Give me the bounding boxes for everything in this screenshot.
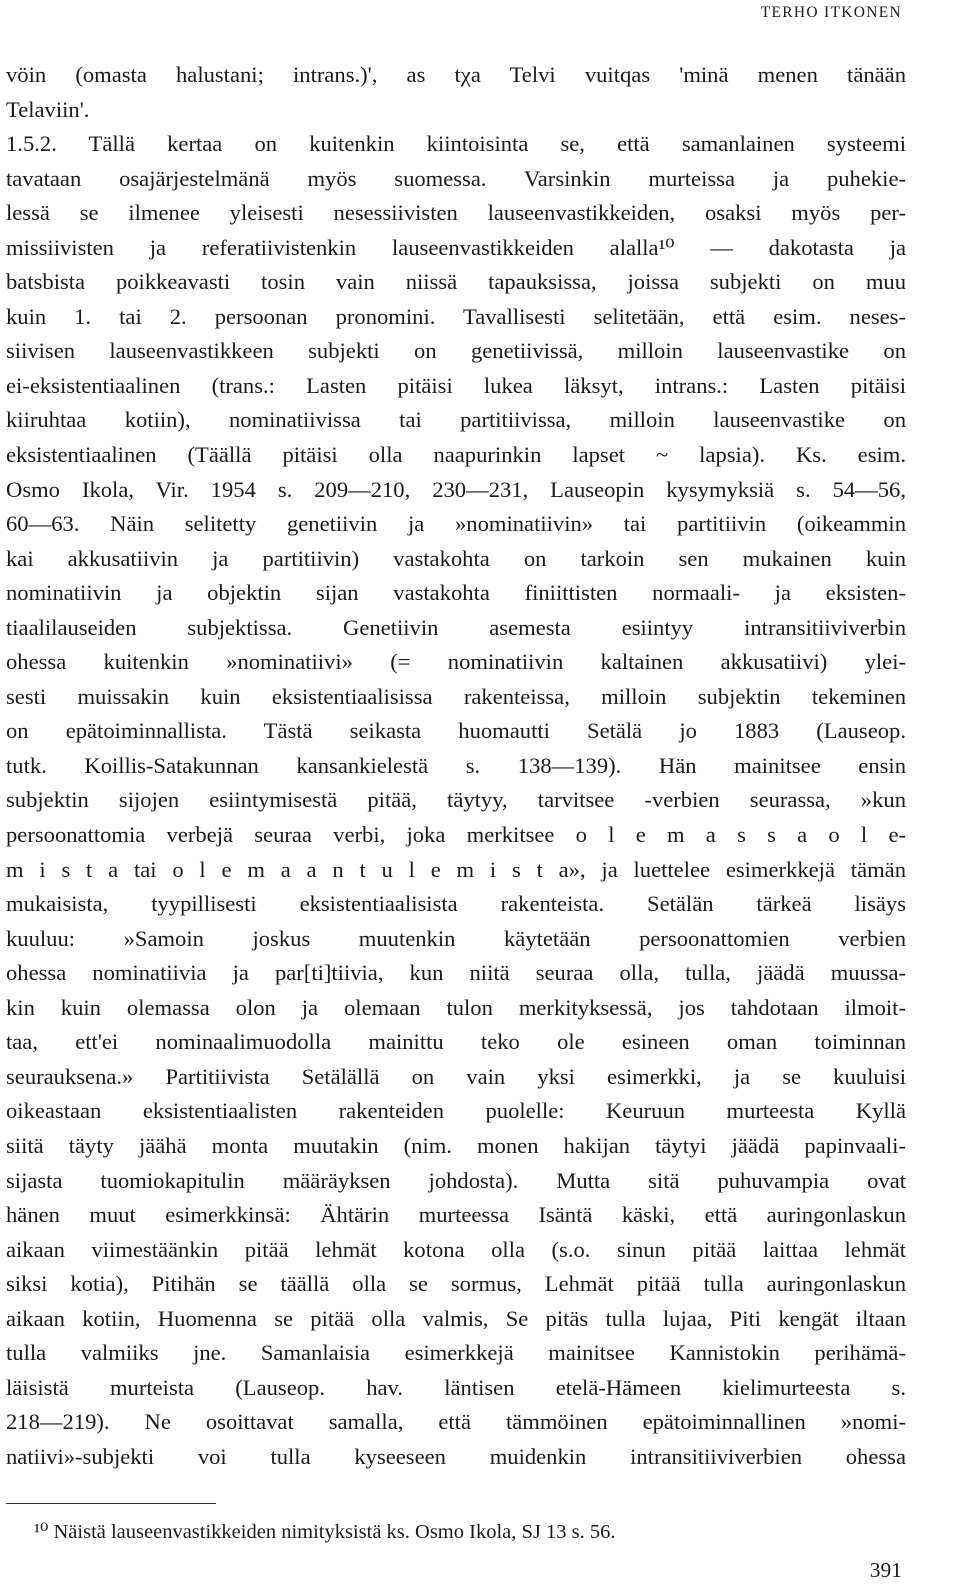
text-line: oikeastaan eksistentiaalisten rakenteiden puolelle: Keuruun murteesta Kyllä <box>6 1098 906 1124</box>
text-line: siksi kotia), Pitihän se täällä olla se sormus, Lehmät pitää tulla auringonlaskun <box>6 1271 906 1297</box>
text-line: mukaisista, tyypillisesti eksistentiaalisista rakenteista. Setälän tärkeä lisäys <box>6 891 906 917</box>
text-line: sesti muissakin kuin eksistentiaalisissa rakenteissa, milloin subjektin tekeminen <box>6 683 906 709</box>
text-line: 60—63. Näin selitetty genetiivin ja »nominatiivin» tai partitiivin (oikeammin <box>6 511 906 537</box>
text-line: aikaan kotiin, Huomenna se pitää olla valmis, Se pitäs tulla lujaa, Piti kengät iltaan <box>6 1305 906 1331</box>
text-line: taa, ett'ei nominaalimuodolla mainittu teko ole esineen oman toiminnan <box>6 1029 906 1055</box>
text-line: ohessa kuitenkin »nominatiivi» (= nominatiivin kaltainen akkusatiivi) ylei- <box>6 649 906 675</box>
text-line: vöin (omasta halustani; intrans.)', as tχa Telvi vuitqas 'minä menen tänään <box>6 62 906 87</box>
text-line: Osmo Ikola, Vir. 1954 s. 209—210, 230—231, Lauseopin kysymyksiä s. 54—56, <box>6 476 906 502</box>
text-line: sijasta tuomiokapitulin määräyksen johdosta). Mutta sitä puhuvampia ovat <box>6 1167 906 1193</box>
text-line: 218—219). Ne osoittavat samalla, että tämmöinen epätoiminnallinen »nomi- <box>6 1409 906 1435</box>
text-line: kuin 1. tai 2. persoonan pronomini. Tavallisesti selitetään, että esim. neses- <box>6 303 906 329</box>
text-line: siitä täyty jäähä monta muutakin (nim. monen hakijan täytyi jäädä papinvaali- <box>6 1132 906 1158</box>
text-line: ohessa nominatiivia ja par[ti]tiivia, kun niitä seuraa olla, tulla, jäädä muussa- <box>6 960 906 986</box>
footnote: ¹⁰ Näistä lauseenvastikkeiden nimityksistä ks. Osmo Ikola, SJ 13 s. 56. <box>34 1521 616 1543</box>
text-line: lessä se ilmenee yleisesti nesessiivisten lauseenvastikkeiden, osaksi myös per- <box>6 200 906 226</box>
text-line: hänen muut esimerkkinsä: Ähtärin murteessa Isäntä käski, että auringonlaskun <box>6 1202 906 1228</box>
text-line: nominatiivin ja objektin sijan vastakohta finiittisten normaali- ja eksisten- <box>6 580 906 606</box>
page-number: 391 <box>869 1558 902 1582</box>
text-line: aikaan viimestäänkin pitää lehmät kotona olla (s.o. sinun pitää laittaa lehmät <box>6 1236 906 1262</box>
text-line: seurauksena.» Partitiivista Setälällä on vain yksi esimerkki, ja se kuuluisi <box>6 1063 906 1089</box>
text-line: kuuluu: »Samoin joskus muutenkin käytetään persoonattomien verbien <box>6 925 906 951</box>
text-line: batsbista poikkeavasti tosin vain niissä tapauksissa, joissa subjekti on muu <box>6 269 906 295</box>
text-line: läisistä murteista (Lauseop. hav. läntisen etelä-Hämeen kielimurteesta s. <box>6 1374 906 1400</box>
text-line: tiaalilauseiden subjektissa. Genetiivin asemesta esiintyy intransitiiviverbin <box>6 614 906 640</box>
text-line: tavataan osajärjestelmänä myös suomessa. Varsinkin murteissa ja puhekie- <box>6 165 906 191</box>
text-line: subjektin sijojen esiintymisestä pitää, täytyy, tarvitsee -verbien seurassa, »kun <box>6 787 906 813</box>
text-line: kiiruhtaa kotiin), nominatiivissa tai partitiivissa, milloin lauseenvastike on <box>6 407 906 433</box>
body-text <box>6 58 906 1474</box>
text-line: 1.5.2. Tällä kertaa on kuitenkin kiintoisinta se, että samanlainen systeemi <box>6 131 906 157</box>
footnote-divider <box>6 1503 216 1504</box>
text-line: on epätoiminnallista. Tästä seikasta huomautti Setälä jo 1883 (Lauseop. <box>6 718 906 744</box>
text-line: m i s t a tai o l e m a a n t u l e m i s t a», ja luettelee esimerkkejä tämän <box>6 856 906 882</box>
text-line: tulla valmiiks jne. Samanlaisia esimerkkejä mainitsee Kannistokin perihämä- <box>6 1340 906 1366</box>
text-line: persoonattomia verbejä seuraa verbi, joka merkitsee o l e m a s s a o l e- <box>6 822 906 848</box>
text-line: kin kuin olemassa olon ja olemaan tulon merkityksessä, jos tahdotaan ilmoit- <box>6 994 906 1020</box>
text-line: kai akkusatiivin ja partitiivin) vastakohta on tarkoin sen mukainen kuin <box>6 545 906 571</box>
text-line: siivisen lauseenvastikkeen subjekti on genetiivissä, milloin lauseenvastike on <box>6 338 906 364</box>
running-head: TERHO ITKONEN <box>760 4 902 21</box>
text-line: Telaviin'. <box>6 96 90 122</box>
text-line: eksistentiaalinen (Täällä pitäisi olla naapurinkin lapset ~ lapsia). Ks. esim. <box>6 442 906 468</box>
text-line: missiivisten ja referatiivistenkin lauseenvastikkeiden alalla¹⁰ — dakotasta ja <box>6 234 906 260</box>
text-line: ei-eksistentiaalinen (trans.: Lasten pitäisi lukea läksyt, intrans.: Lasten pitäisi <box>6 372 906 398</box>
text-line: natiivi»-subjekti voi tulla kyseeseen muidenkin intransitiiviverbien ohessa <box>6 1443 906 1469</box>
text-line: tutk. Koillis-Satakunnan kansankielestä s. 138—139). Hän mainitsee ensin <box>6 752 906 778</box>
